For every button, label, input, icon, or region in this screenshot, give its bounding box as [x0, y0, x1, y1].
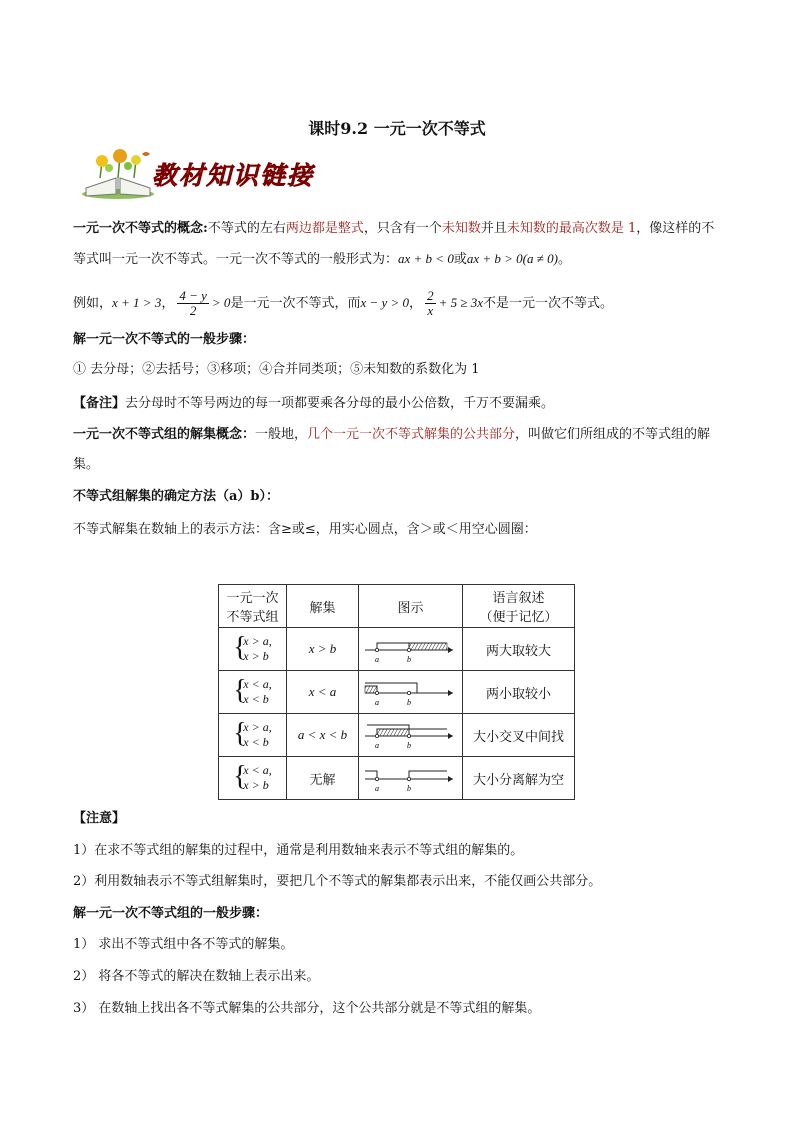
- system-line: x < b: [243, 692, 269, 706]
- solution-shading: [409, 643, 447, 650]
- attention-item: 2）利用数轴表示不等式组解集时，要把几个不等式的解集都表示出来，不能仅画公共部分。: [73, 874, 602, 889]
- solution-bracket: [365, 771, 377, 779]
- concept-text: 并且: [480, 221, 507, 236]
- diagram-cell: [359, 714, 463, 757]
- system-line: x < a,: [243, 763, 272, 777]
- axis-label-b: b: [406, 784, 411, 793]
- axis-label-b: b: [406, 741, 411, 750]
- header-line: 不等式组: [226, 610, 279, 625]
- solution-cell: [287, 757, 359, 800]
- point-a-marker: [375, 691, 378, 694]
- solution-set: 无解: [309, 772, 336, 788]
- phrase-cell: [463, 628, 575, 671]
- numerator: 2: [427, 288, 434, 303]
- axis-label-a: a: [374, 655, 379, 664]
- system-line: x > a,: [243, 634, 272, 648]
- system-label: 一元一次不等式组的解集概念：: [73, 427, 256, 442]
- system-line: x < b: [243, 735, 269, 749]
- phrase-cell: [463, 757, 575, 800]
- point-b-marker: [407, 734, 410, 737]
- solution-shading: [377, 729, 409, 736]
- axis-label-b: b: [406, 655, 411, 664]
- inequality-system: [233, 720, 271, 750]
- fraction: [177, 289, 209, 318]
- system-line: x > b: [243, 649, 269, 663]
- fraction: [425, 289, 436, 318]
- concept-text: ，只含有一个: [363, 221, 442, 236]
- header-line: （便于记忆）: [479, 610, 558, 625]
- number-line-diagram: [361, 671, 461, 709]
- concept-highlight: 未知数的最高次数是 1: [506, 221, 637, 236]
- denominator: 2: [189, 303, 197, 318]
- example-text: ，: [409, 296, 423, 311]
- steps-heading: 解一元一次不等式的一般步骤：: [73, 332, 256, 347]
- axis-arrow-icon: [448, 690, 453, 696]
- example-text: 例如，: [73, 296, 113, 311]
- system-line: x > a,: [243, 720, 272, 734]
- system-text: 一般地，: [255, 427, 308, 442]
- system-line: x < a,: [243, 677, 272, 691]
- inequality-system: [233, 634, 271, 664]
- solution-cell: [287, 714, 359, 757]
- steps-list: ① 去分母；②去括号；③移项；④合并同类项；⑤未知数的系数化为 1: [73, 362, 480, 377]
- solve-step: 3） 在数轴上找出各不等式解集的公共部分，这个公共部分就是不等式组的解集。: [73, 1001, 541, 1016]
- axis-label-a: a: [374, 784, 379, 793]
- example-formula: x − y > 0: [360, 295, 410, 310]
- solution-cell: [287, 671, 359, 714]
- inequality-system: [233, 763, 271, 793]
- point-b-marker: [407, 691, 410, 694]
- concept-highlight: 两边都是整式: [285, 221, 364, 236]
- phrase-cell: [463, 714, 575, 757]
- phrase-cell: [463, 671, 575, 714]
- inequality-table: [218, 584, 575, 800]
- concept-text: 不等式的左右: [207, 221, 286, 236]
- example-text: ，: [161, 296, 175, 311]
- example-paragraph: [73, 288, 723, 319]
- system-cell: [219, 714, 287, 757]
- inequality-system: [233, 677, 271, 707]
- memory-phrase: 两小取较小: [485, 686, 551, 702]
- point-a-marker: [375, 648, 378, 651]
- book-flower-icon: [78, 148, 158, 200]
- example-text: 不是一元一次不等式。: [483, 296, 614, 311]
- axis-label-a: a: [374, 741, 379, 750]
- header-cell: [219, 585, 287, 628]
- concept-text: ，像这样的不等式叫一元一次不等式。一元一次不等式的一般形式为：: [73, 221, 715, 267]
- header-line: 语言叙述: [492, 591, 545, 606]
- solution-set: a < x < b: [297, 727, 348, 742]
- header-line: 解集: [309, 600, 336, 616]
- page-title: 课时9.2 一元一次不等式: [308, 119, 486, 138]
- attention-heading: 【注意】: [73, 811, 126, 826]
- attention-item: 1）在求不等式组的解集的过程中，通常是利用数轴来表示不等式组的解集的。: [73, 843, 524, 858]
- note-text: 去分母时不等号两边的每一项都要乘各分母的最小公倍数，千万不要漏乘。: [125, 396, 555, 411]
- memory-phrase: 大小分离解为空: [472, 772, 564, 788]
- system-paragraph: [73, 420, 723, 480]
- concept-text: 或: [453, 252, 467, 267]
- memory-phrase: 大小交叉中间找: [472, 729, 564, 745]
- concept-text: 。: [557, 252, 571, 267]
- memory-phrase: 两大取较大: [485, 643, 551, 659]
- note-label: 【备注】: [73, 396, 126, 411]
- system-cell: [219, 671, 287, 714]
- table-row: [219, 671, 575, 714]
- axis-arrow-icon: [448, 647, 453, 653]
- solution-bracket: [409, 771, 447, 779]
- solution-cell: [287, 628, 359, 671]
- example-text: 是一元一次不等式，而: [230, 296, 361, 311]
- axis-arrow-icon: [448, 776, 453, 782]
- table-row: [219, 714, 575, 757]
- header-line: 图示: [397, 600, 424, 616]
- example-formula: > 0: [211, 295, 231, 310]
- example-formula: x + 1 > 3: [112, 295, 162, 310]
- header-cell: [287, 585, 359, 628]
- example-formula: + 5 ≥ 3x: [438, 295, 483, 310]
- solution-set: x > b: [308, 641, 337, 656]
- solve-heading: 解一元一次不等式组的一般步骤：: [73, 906, 269, 921]
- point-b-marker: [407, 777, 410, 780]
- diagram-cell: [359, 757, 463, 800]
- header-cell: [359, 585, 463, 628]
- diagram-cell: [359, 671, 463, 714]
- point-a-marker: [375, 734, 378, 737]
- system-text: ，叫做它们所组成的不等式组的解集。: [73, 427, 711, 472]
- table-row: [219, 757, 575, 800]
- number-line-diagram: [361, 757, 461, 795]
- number-line-diagram: [361, 714, 461, 752]
- diagram-cell: [359, 628, 463, 671]
- system-line: x > b: [243, 778, 269, 792]
- system-cell: [219, 628, 287, 671]
- table-row: [219, 628, 575, 671]
- header-line: 一元一次: [226, 591, 279, 606]
- numberline-text: 不等式解集在数轴上的表示方法：含≥或≤，用实心圆点，含＞或＜用空心圆圈：: [73, 522, 537, 537]
- solution-set: x < a: [308, 684, 337, 699]
- header-cell: [463, 585, 575, 628]
- concept-label: 一元一次不等式的概念:: [73, 221, 208, 236]
- concept-paragraph: [73, 214, 723, 275]
- method-heading: 不等式组解集的确定方法（a）b）：: [73, 489, 280, 504]
- general-form-2: ax + b > 0(a ≠ 0): [466, 251, 558, 266]
- system-highlight: 几个一元一次不等式解集的公共部分: [307, 427, 516, 442]
- system-cell: [219, 757, 287, 800]
- general-form-1: ax + b < 0: [398, 251, 454, 266]
- note-paragraph: [73, 389, 723, 419]
- axis-label-a: a: [374, 698, 379, 707]
- solve-step: 2） 将各不等式的解决在数轴上表示出来。: [73, 969, 320, 984]
- solution-shading: [365, 686, 377, 693]
- table-header-row: [219, 585, 575, 628]
- concept-highlight: 未知数: [441, 221, 481, 236]
- section-banner: [78, 148, 348, 200]
- point-a-marker: [375, 777, 378, 780]
- denominator: x: [427, 303, 434, 318]
- axis-label-b: b: [406, 698, 411, 707]
- number-line-diagram: [361, 628, 461, 666]
- axis-arrow-icon: [448, 733, 453, 739]
- banner-title: 教材知识链接: [152, 161, 315, 190]
- numerator: 4 − y: [179, 288, 207, 303]
- point-b-marker: [407, 648, 410, 651]
- solve-step: 1） 求出不等式组中各不等式的解集。: [73, 937, 294, 952]
